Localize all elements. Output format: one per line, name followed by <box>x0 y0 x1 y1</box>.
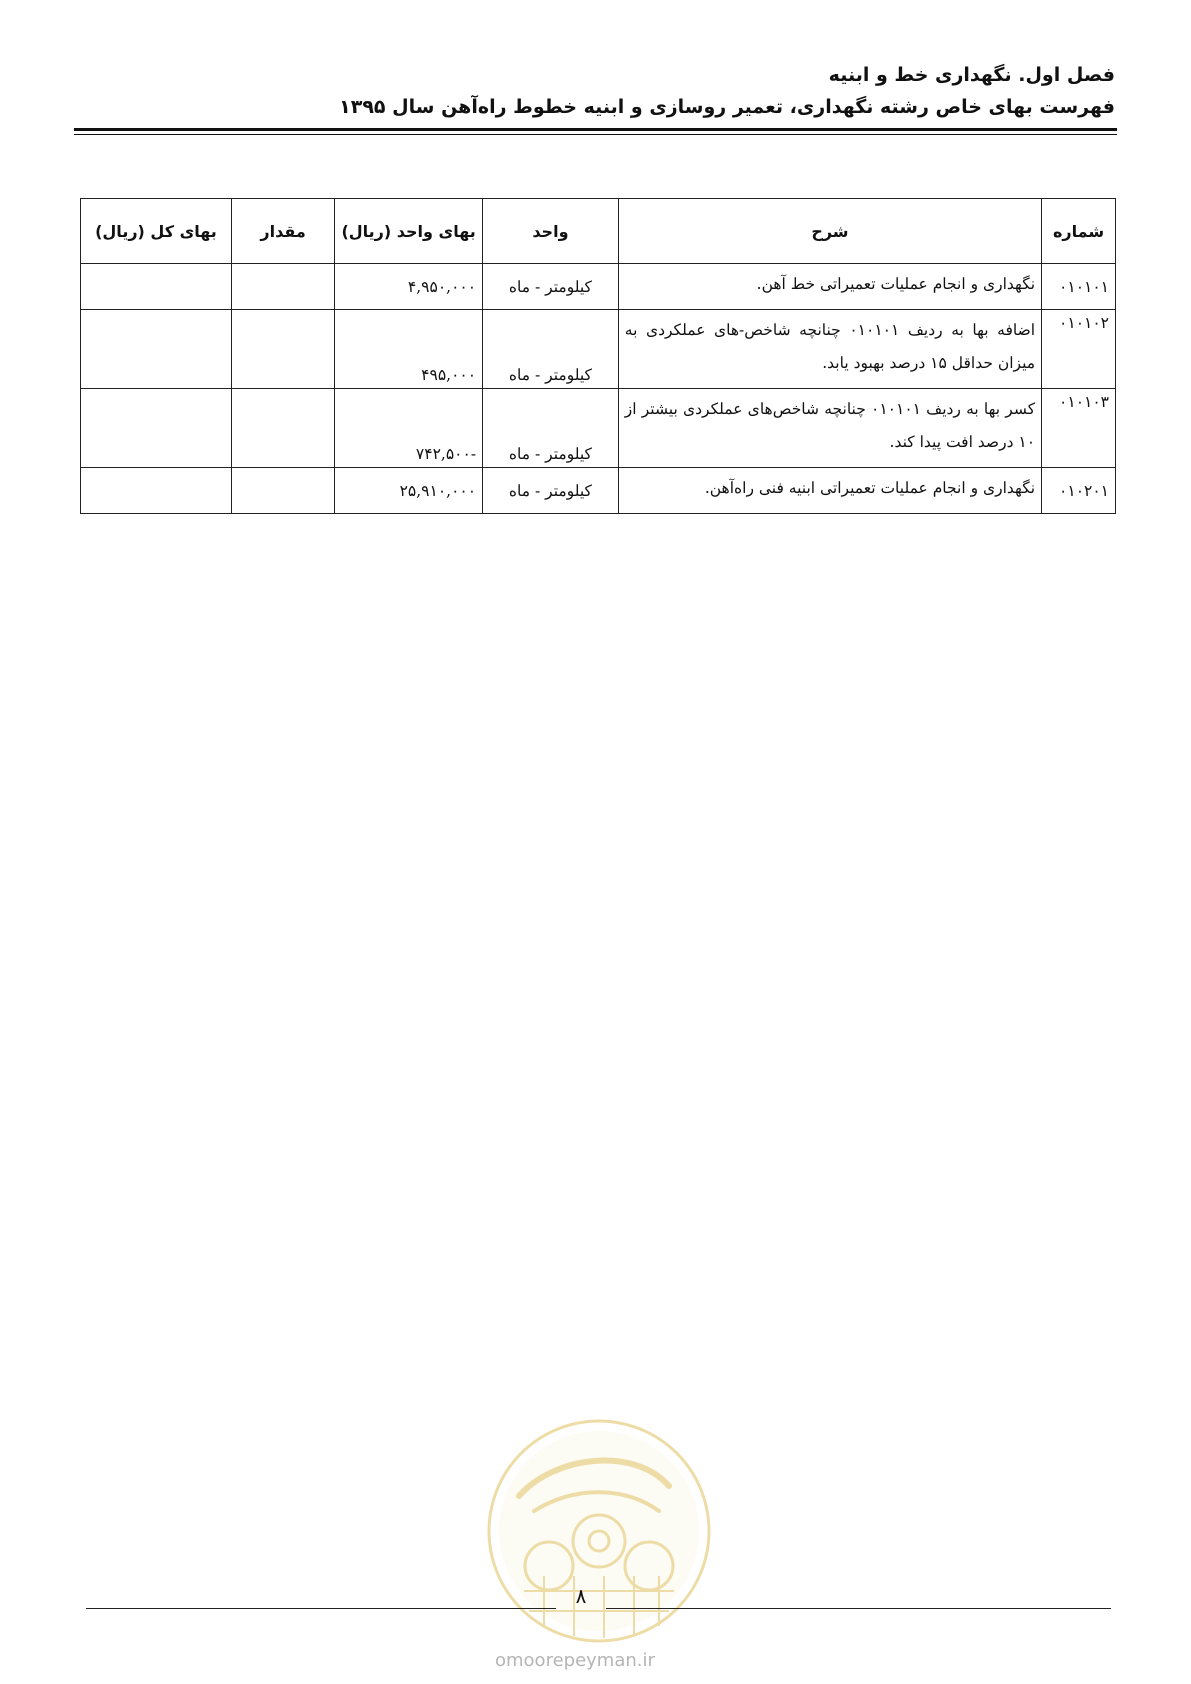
row-total-price <box>81 264 232 310</box>
header-total-price: بهای کل (ریال) <box>81 199 232 264</box>
row-code: ۰۱۰۲۰۱ <box>1042 468 1116 514</box>
watermark-logo <box>484 1416 714 1646</box>
row-quantity <box>231 264 334 310</box>
row-description: نگهداری و انجام عملیات تعمیراتی ابنیه فنی راه‌آهن. <box>618 468 1041 514</box>
header-quantity: مقدار <box>231 199 334 264</box>
header-description: شرح <box>618 199 1041 264</box>
row-description: کسر بها به ردیف ۰۱۰۱۰۱ چنانچه شاخص‌های عملکردی بیشتر از ۱۰ درصد افت پیدا کند. <box>618 389 1041 468</box>
row-unit-price: ۴,۹۵۰,۰۰۰ <box>335 264 483 310</box>
footer-rule-right <box>606 1608 1111 1609</box>
chapter-title: فصل اول. نگهداری خط و ابنیه <box>828 64 1115 86</box>
row-total-price <box>81 468 232 514</box>
row-unit: کیلومتر - ماه <box>483 389 619 468</box>
table-row <box>81 264 1116 310</box>
row-unit: کیلومتر - ماه <box>483 310 619 389</box>
table-row <box>81 310 1116 389</box>
header-unit-price: بهای واحد (ریال) <box>335 199 483 264</box>
table-row <box>81 389 1116 468</box>
row-unit-price: -۷۴۲,۵۰۰ <box>335 389 483 468</box>
table-row <box>81 468 1116 514</box>
row-unit-price: ۴۹۵,۰۰۰ <box>335 310 483 389</box>
row-code: ۰۱۰۱۰۱ <box>1042 264 1116 310</box>
row-quantity <box>231 310 334 389</box>
header-unit: واحد <box>483 199 619 264</box>
footer-rule-left <box>86 1608 556 1609</box>
header-rule-thick <box>74 128 1117 131</box>
row-code: ۰۱۰۱۰۳ <box>1042 389 1116 468</box>
row-description: نگهداری و انجام عملیات تعمیراتی خط آهن. <box>618 264 1041 310</box>
page-header <box>75 62 1115 120</box>
header-rule-thin <box>74 134 1117 135</box>
row-quantity <box>231 468 334 514</box>
table-header-row <box>81 199 1116 264</box>
row-quantity <box>231 389 334 468</box>
document-subtitle: فهرست بهای خاص رشته نگهداری، تعمیر روسازی و ابنیه خطوط راه‌آهن سال ۱۳۹۵ <box>339 96 1115 118</box>
row-description: اضافه بها به ردیف ۰۱۰۱۰۱ چنانچه شاخص-های عملکردی به میزان حداقل ۱۵ درصد بهبود یابد. <box>618 310 1041 389</box>
page-number: ۸ <box>575 1584 587 1608</box>
row-total-price <box>81 310 232 389</box>
row-unit-price: ۲۵,۹۱۰,۰۰۰ <box>335 468 483 514</box>
header-code: شماره <box>1042 199 1116 264</box>
row-code: ۰۱۰۱۰۲ <box>1042 310 1116 389</box>
row-total-price <box>81 389 232 468</box>
row-unit: کیلومتر - ماه <box>483 468 619 514</box>
watermark-site: omoorepeyman.ir <box>495 1650 655 1671</box>
price-list-table <box>80 198 1116 514</box>
row-unit: کیلومتر - ماه <box>483 264 619 310</box>
